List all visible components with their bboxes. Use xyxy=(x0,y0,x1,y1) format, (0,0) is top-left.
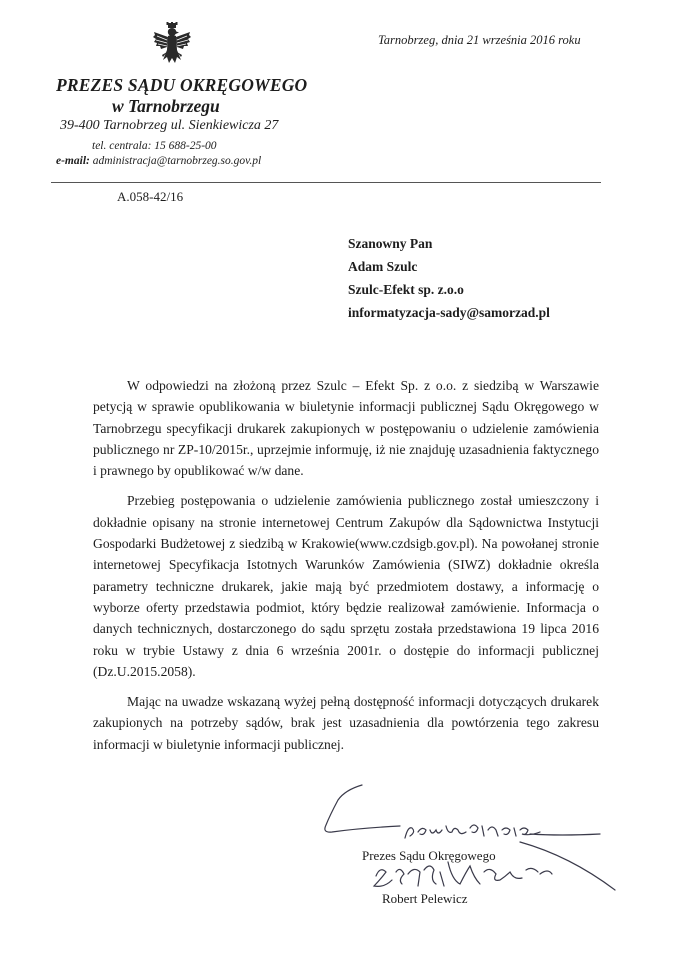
recipient-name: Adam Szulc xyxy=(348,259,418,274)
polish-eagle-icon xyxy=(152,22,192,66)
office-email xyxy=(56,155,261,167)
letter-body xyxy=(93,375,599,764)
email-value: administracja@tarnobrzeg.so.gov.pl xyxy=(92,155,262,167)
recipient-email: informatyzacja-sady@samorzad.pl xyxy=(348,305,550,320)
body-paragraph-2: Przebieg postępowania o udzielenie zamówienia publicznego został umieszczony i dokładnie opisany na stronie internetowej Centrum Zakupów dla Sądownictwa Instytucji Gospodarki Budżetowej z siedzibą w Krakowie(www.czdsigb.gov.pl). Na powołanej stronie internetowej Specyfikacja Istotnych Warunków Zamówienia (SIWZ) dokładnie określa parametry techniczne drukarek, jakie mają być przedmiotem dostawy, a informację o wyborze oferty przedstawia podmiot, który będzie realizował zamówienie. Informacja o danych technicznych, dostarczonego do sądu sprzętu została przedstawiona 19 lipca 2016 roku w trybie Ustawy z dnia 6 września 2001r. o dostępie do informacji publicznej (Dz.U.2015.2058). xyxy=(93,493,599,679)
reference-number: A.058-42/16 xyxy=(117,189,184,204)
body-paragraph-3: Mając na uwadze wskazaną wyżej pełną dostępność informacji dotyczących drukarek zakupionych na potrzeby sądów, brak jest uzasadnienia dla powtórzenia tego zakresu informacji w biuletynie informacji publicznej. xyxy=(93,694,599,752)
recipient-block xyxy=(348,232,550,324)
body-paragraph-1: W odpowiedzi na złożoną przez Szulc – Efekt Sp. z o.o. z siedzibą w Warszawie petycją w sprawie opublikowania w biuletynie informacji publicznej Sądu Okręgowego w Tarnobrzegu specyfikacji drukarek zakupionych w postępowaniu o udzielenie zamówienia publicznego nr ZP-10/2015r., uprzejmie informuję, iż nie znajduję uzasadnienia faktycznego i prawnego by opublikować w/w dane. xyxy=(93,378,599,479)
signature-name: Robert Pelewicz xyxy=(382,891,468,906)
office-address: 39-400 Tarnobrzeg ul. Sienkiewicza 27 xyxy=(60,118,279,133)
email-label: e-mail: xyxy=(56,155,90,167)
recipient-company: Szulc-Efekt sp. z.o.o xyxy=(348,282,464,297)
signature-title: Prezes Sądu Okręgowego xyxy=(362,848,496,863)
office-city: w Tarnobrzegu xyxy=(112,96,220,116)
recipient-salutation: Szanowny Pan xyxy=(348,236,433,251)
office-title: PREZES SĄDU OKRĘGOWEGO xyxy=(56,75,308,95)
letterhead-divider xyxy=(51,182,601,183)
office-phone: tel. centrala: 15 688-25-00 xyxy=(92,140,217,152)
date-line: Tarnobrzeg, dnia 21 września 2016 roku xyxy=(378,33,581,47)
